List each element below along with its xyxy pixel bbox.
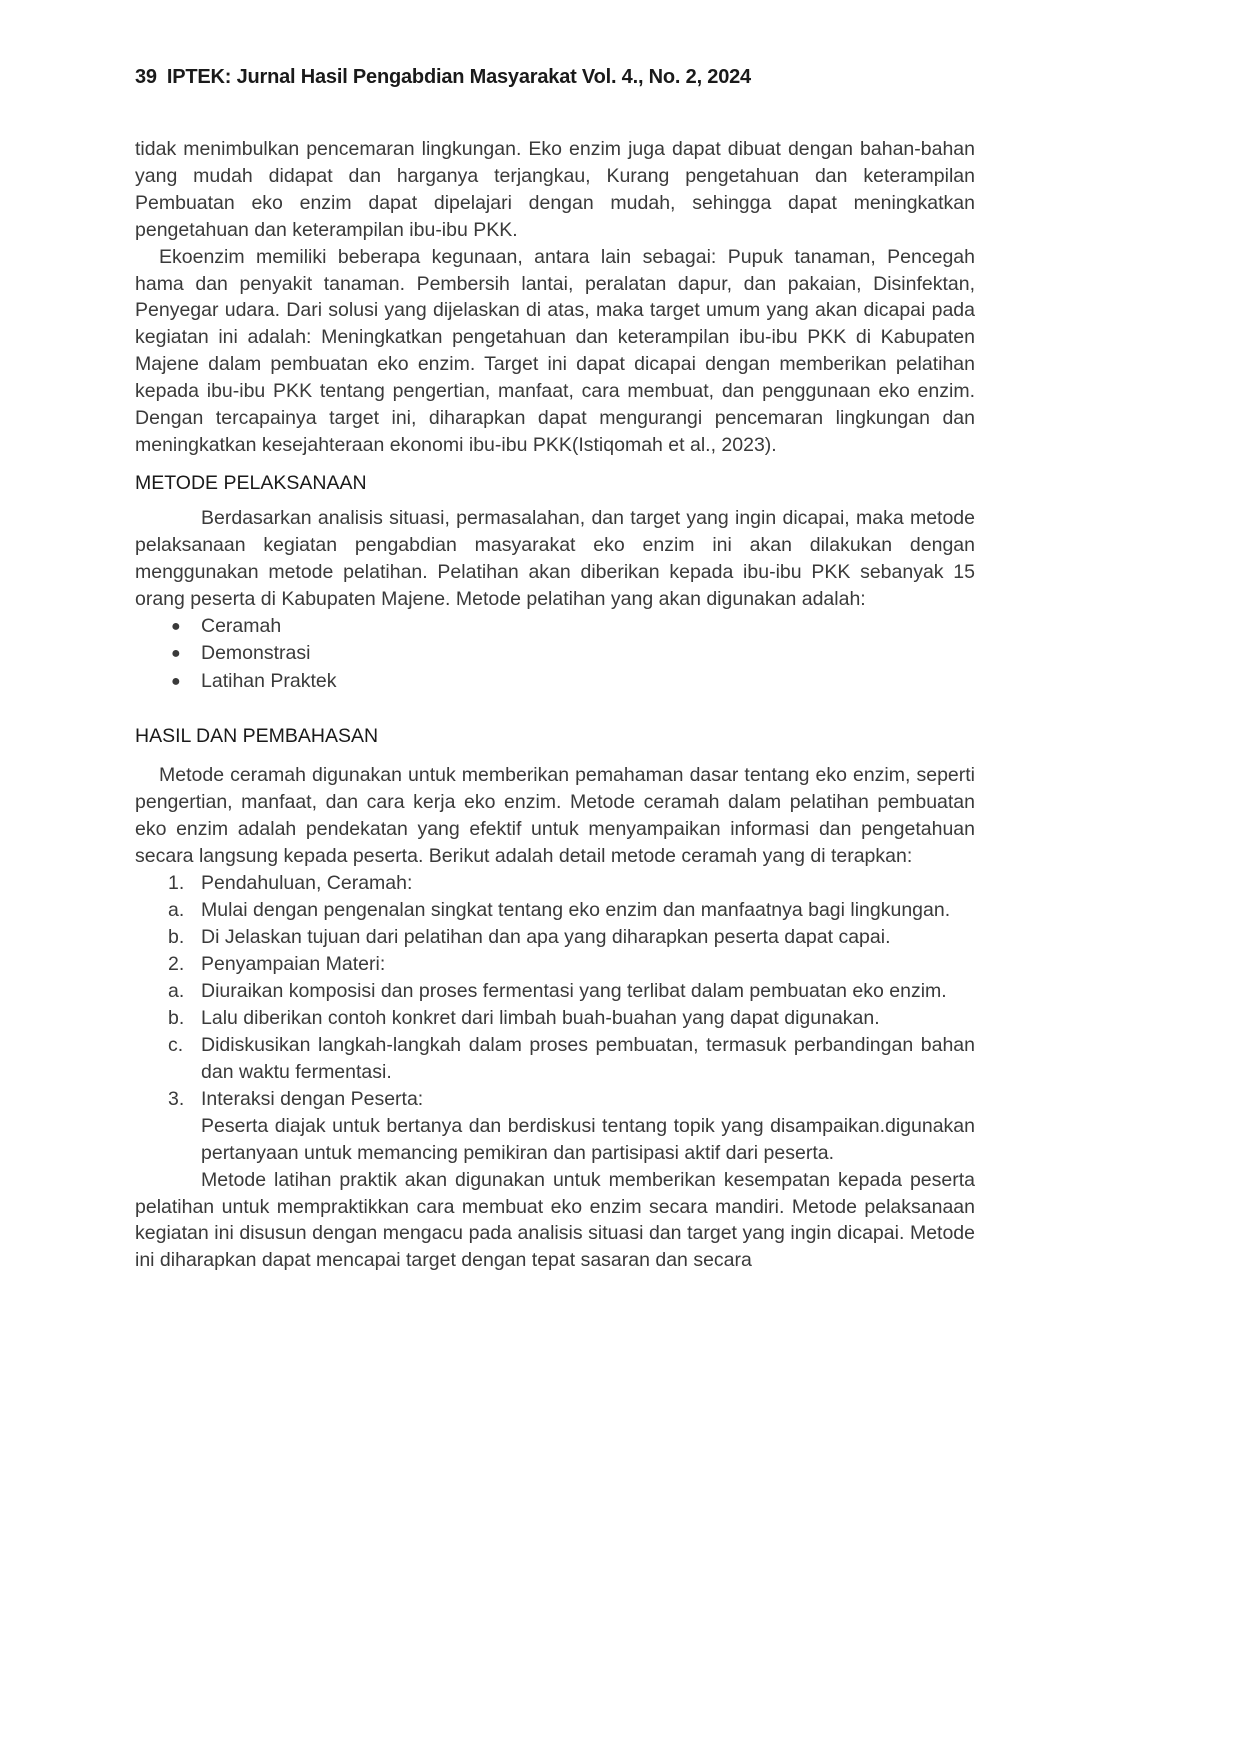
list-item: a. Mulai dengan pengenalan singkat tentang eko enzim dan manfaatnya bagi lingkungan. — [168, 898, 951, 921]
bullet-icon: ● — [171, 672, 181, 690]
list-item: ● Ceramah — [135, 613, 975, 641]
section-heading-metode: METODE PELAKSANAAN — [135, 471, 367, 494]
list-item: ● Demonstrasi — [135, 640, 975, 668]
interaction-description: Peserta diajak untuk bertanya dan berdiskusi tentang topik yang disampaikan.digunakan pertanyaan untuk memancing pemikiran dan partisipasi aktif dari peserta. — [201, 1114, 975, 1164]
list-item: 2. Penyampaian Materi: — [168, 952, 386, 975]
intro-paragraph-2: Ekoenzim memiliki beberapa kegunaan, antara lain sebagai: Pupuk tanaman, Pencegah hama dan penyakit tanaman. Pembersih lantai, peralatan dapur, dan pakaian, Disinfektan, Penyegar udara. Dari solusi yang dijelaskan di atas, maka target umum yang akan dicapai pada kegiatan ini adalah: Meningkatkan pengetahuan dan keterampilan ibu-ibu PKK di Kabupaten Majene dalam pembuatan eko enzim. Target ini dapat dicapai dengan memberikan pelatihan kepada ibu-ibu PKK tentang pengertian, manfaat, cara membuat, dan penggunaan eko enzim. Dengan tercapainya target ini, diharapkan dapat mengurangi pencemaran lingkungan dan meningkatkan kesejahteraan ekonomi ibu-ibu PKK(Istiqomah et al., 2023). — [135, 245, 975, 456]
metode-paragraph: Berdasarkan analisis situasi, permasalahan, dan target yang ingin dicapai, maka metode pelaksanaan kegiatan pengabdian masyarakat eko enzim ini akan dilakukan dengan menggunakan metode pelatihan. Pelatihan akan diberikan kepada ibu-ibu PKK sebanyak 15 orang peserta di Kabupaten Majene. Metode pelatihan yang akan digunakan adalah: — [135, 506, 975, 610]
list-item: b. Lalu diberikan contoh konkret dari limbah buah-buahan yang dapat digunakan. — [168, 1006, 880, 1029]
list-item: c. Didiskusikan langkah-langkah dalam proses pembuatan, termasuk perbandingan bahan dan waktu fermentasi. — [168, 1033, 975, 1083]
bullet-icon: ● — [171, 617, 181, 635]
section-heading-hasil: HASIL DAN PEMBAHASAN — [135, 725, 379, 747]
hasil-paragraph-1: Metode ceramah digunakan untuk memberikan pemahaman dasar tentang eko enzim, seperti pengertian, manfaat, dan cara kerja eko enzim. Metode ceramah dalam pelatihan pembuatan eko enzim adalah pendekatan yang efektif untuk menyampaikan informasi dan pengetahuan secara langsung kepada peserta. Berikut adalah detail metode ceramah yang di terapkan: — [135, 764, 975, 867]
ceramah-steps-list — [135, 870, 975, 1113]
list-item: ● Latihan Praktek — [135, 668, 975, 696]
list-item: b. Di Jelaskan tujuan dari pelatihan dan apa yang diharapkan peserta dapat capai. — [168, 925, 891, 948]
journal-title: IPTEK: Jurnal Hasil Pengabdian Masyarakat Vol. 4., No. 2, 2024 — [166, 66, 751, 88]
page-number: 39 — [135, 66, 157, 88]
list-item: 1. Pendahuluan, Ceramah: — [168, 871, 413, 894]
intro-paragraph-1: tidak menimbulkan pencemaran lingkungan. Eko enzim juga dapat dibuat dengan bahan-bahan yang mudah didapat dan harganya terjangkau, Kurang pengetahuan dan keterampilan Pembuatan eko enzim dapat dipelajari dengan mudah, sehingga dapat meningkatkan pengetahuan dan keterampilan ibu-ibu PKK. — [135, 138, 975, 241]
list-item: 3. Interaksi dengan Peserta: — [168, 1087, 424, 1110]
running-header — [135, 66, 751, 89]
list-item: a. Diuraikan komposisi dan proses fermentasi yang terlibat dalam pembuatan eko enzim. — [168, 979, 947, 1002]
method-bullet-list — [135, 613, 975, 696]
hasil-paragraph-2: Metode latihan praktik akan digunakan untuk memberikan kesempatan kepada peserta pelatihan untuk mempraktikkan cara membuat eko enzim secara mandiri. Metode pelaksanaan kegiatan ini disusun dengan mengacu pada analisis situasi dan target yang ingin dicapai. Metode ini diharapkan dapat mencapai target dengan tepat sasaran dan secara — [135, 1168, 975, 1272]
bullet-icon: ● — [171, 645, 181, 662]
body-text — [135, 136, 975, 1274]
